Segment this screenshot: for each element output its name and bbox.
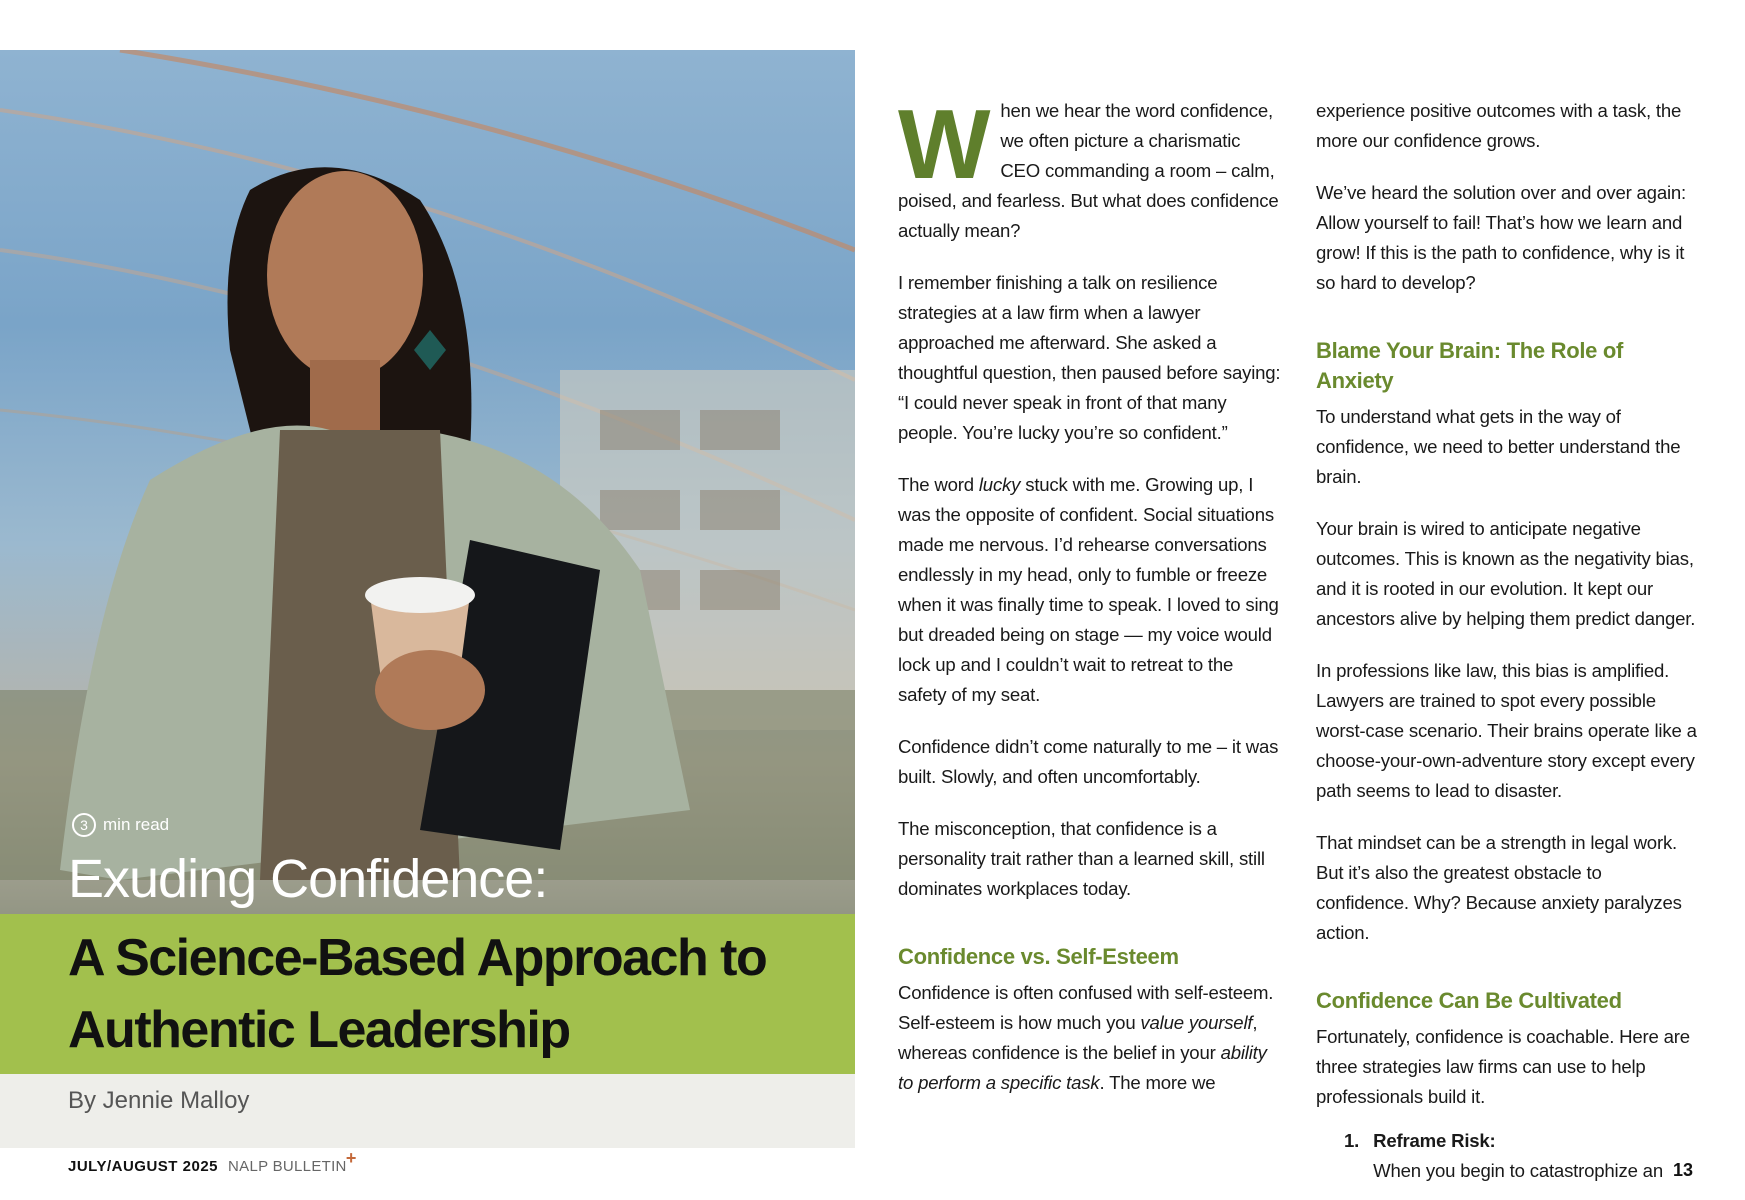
read-time [72, 813, 169, 837]
paragraph: experience positive outcomes with a task, the more our confidence grows. [1316, 100, 1682, 151]
read-time-label: min read [103, 815, 170, 834]
list-item [1316, 1126, 1699, 1186]
article-title-line2: A Science-Based Approach to Authentic Leadership [68, 929, 767, 1059]
text-column-1 [898, 89, 1283, 1120]
text-run: Confidence is often confused with self-esteem. Self-esteem is how much you [898, 982, 1274, 1033]
byline: By Jennie Malloy [68, 1087, 250, 1114]
list-term: Reframe Risk: [1373, 1130, 1496, 1151]
text-run: , whereas confidence is the belief in your [898, 1012, 1258, 1063]
emphasis: ability to perform a specific task [898, 1042, 1267, 1093]
text-column-2 [1316, 96, 1699, 1186]
section-heading: Blame Your Brain: The Role of Anxiety [1316, 338, 1624, 393]
text-run: The word [898, 474, 979, 495]
issue-date: JULY/AUGUST 2025 [68, 1158, 219, 1175]
intro-text: hen we hear the word confidence, we often picture a charismatic CEO commanding a room – calm, poised, and fearless. But what does confidence actually mean? [898, 100, 1279, 241]
text-run: stuck with me. Growing up, I was the opposite of confident. Social situations made me nervous. I’d rehearse conversations endlessly in my head, only to fumble or freeze when it was finally time to speak. I loved to sing but dreaded being on stage — my voice would lock up and I couldn’t wait to retreat to the safety of my seat. [898, 474, 1279, 705]
paragraph: In professions like law, this bias is amplified. Lawyers are trained to spot every possible worst-case scenario. Their brains operate like a choose-your-own-adventure story except every path seems to lead to disaster. [1316, 660, 1697, 801]
drop-cap: W [898, 89, 991, 199]
strategy-list [1316, 1126, 1699, 1186]
paragraph: That mindset can be a strength in legal work. But it’s also the greatest obstacle to confidence. Why? Because anxiety paralyzes action. [1316, 832, 1682, 943]
list-text: When you begin to catastrophize an [1373, 1160, 1663, 1181]
list-number: 1. [1344, 1130, 1360, 1151]
section-heading: Confidence Can Be Cultivated [1316, 988, 1622, 1013]
paragraph: Fortunately, confidence is coachable. Here are three strategies law firms can use to help professionals build it. [1316, 1026, 1690, 1107]
paragraph [898, 978, 1283, 1098]
article-title-line1: Exuding Confidence: [68, 849, 548, 909]
publication-label: NALP BULLETIN [228, 1158, 347, 1175]
section-heading: Confidence vs. Self-Esteem [898, 944, 1179, 969]
list-content [1373, 1126, 1663, 1186]
emphasis: value yourself [1140, 1012, 1253, 1033]
emphasis: lucky [978, 474, 1021, 495]
paragraph [898, 470, 1283, 710]
page-footer [68, 1148, 357, 1175]
paragraph-intro [898, 89, 1283, 246]
paragraph: Your brain is wired to anticipate negative outcomes. This is known as the negativity bias, and it is rooted in our evolution. It kept our ancestors alive by helping them predict danger. [1316, 518, 1696, 629]
text-run: . The more we [1099, 1072, 1216, 1093]
paragraph: We’ve heard the solution over and over again: Allow yourself to fail! That’s how we learn and grow! If this is the path to confidence, why is it so hard to develop? [1316, 182, 1687, 293]
publication-name [228, 1148, 357, 1175]
paragraph: Confidence didn’t come naturally to me – it was built. Slowly, and often uncomfortably. [898, 736, 1279, 787]
plus-icon: + [345, 1148, 357, 1168]
paragraph: I remember finishing a talk on resilience strategies at a law firm when a lawyer approached me afterward. She asked a thoughtful question, then paused before saying: “I could never speak in front of that many people. You’re lucky you’re so confident.” [898, 272, 1281, 443]
page-number: 13 [1672, 1160, 1693, 1180]
read-time-value: 3 [80, 817, 88, 833]
clock-icon [72, 813, 96, 837]
paragraph: The misconception, that confidence is a personality trait rather than a learned skill, still dominates workplaces today. [898, 818, 1265, 899]
paragraph: To understand what gets in the way of confidence, we need to better understand the brain. [1316, 406, 1681, 487]
